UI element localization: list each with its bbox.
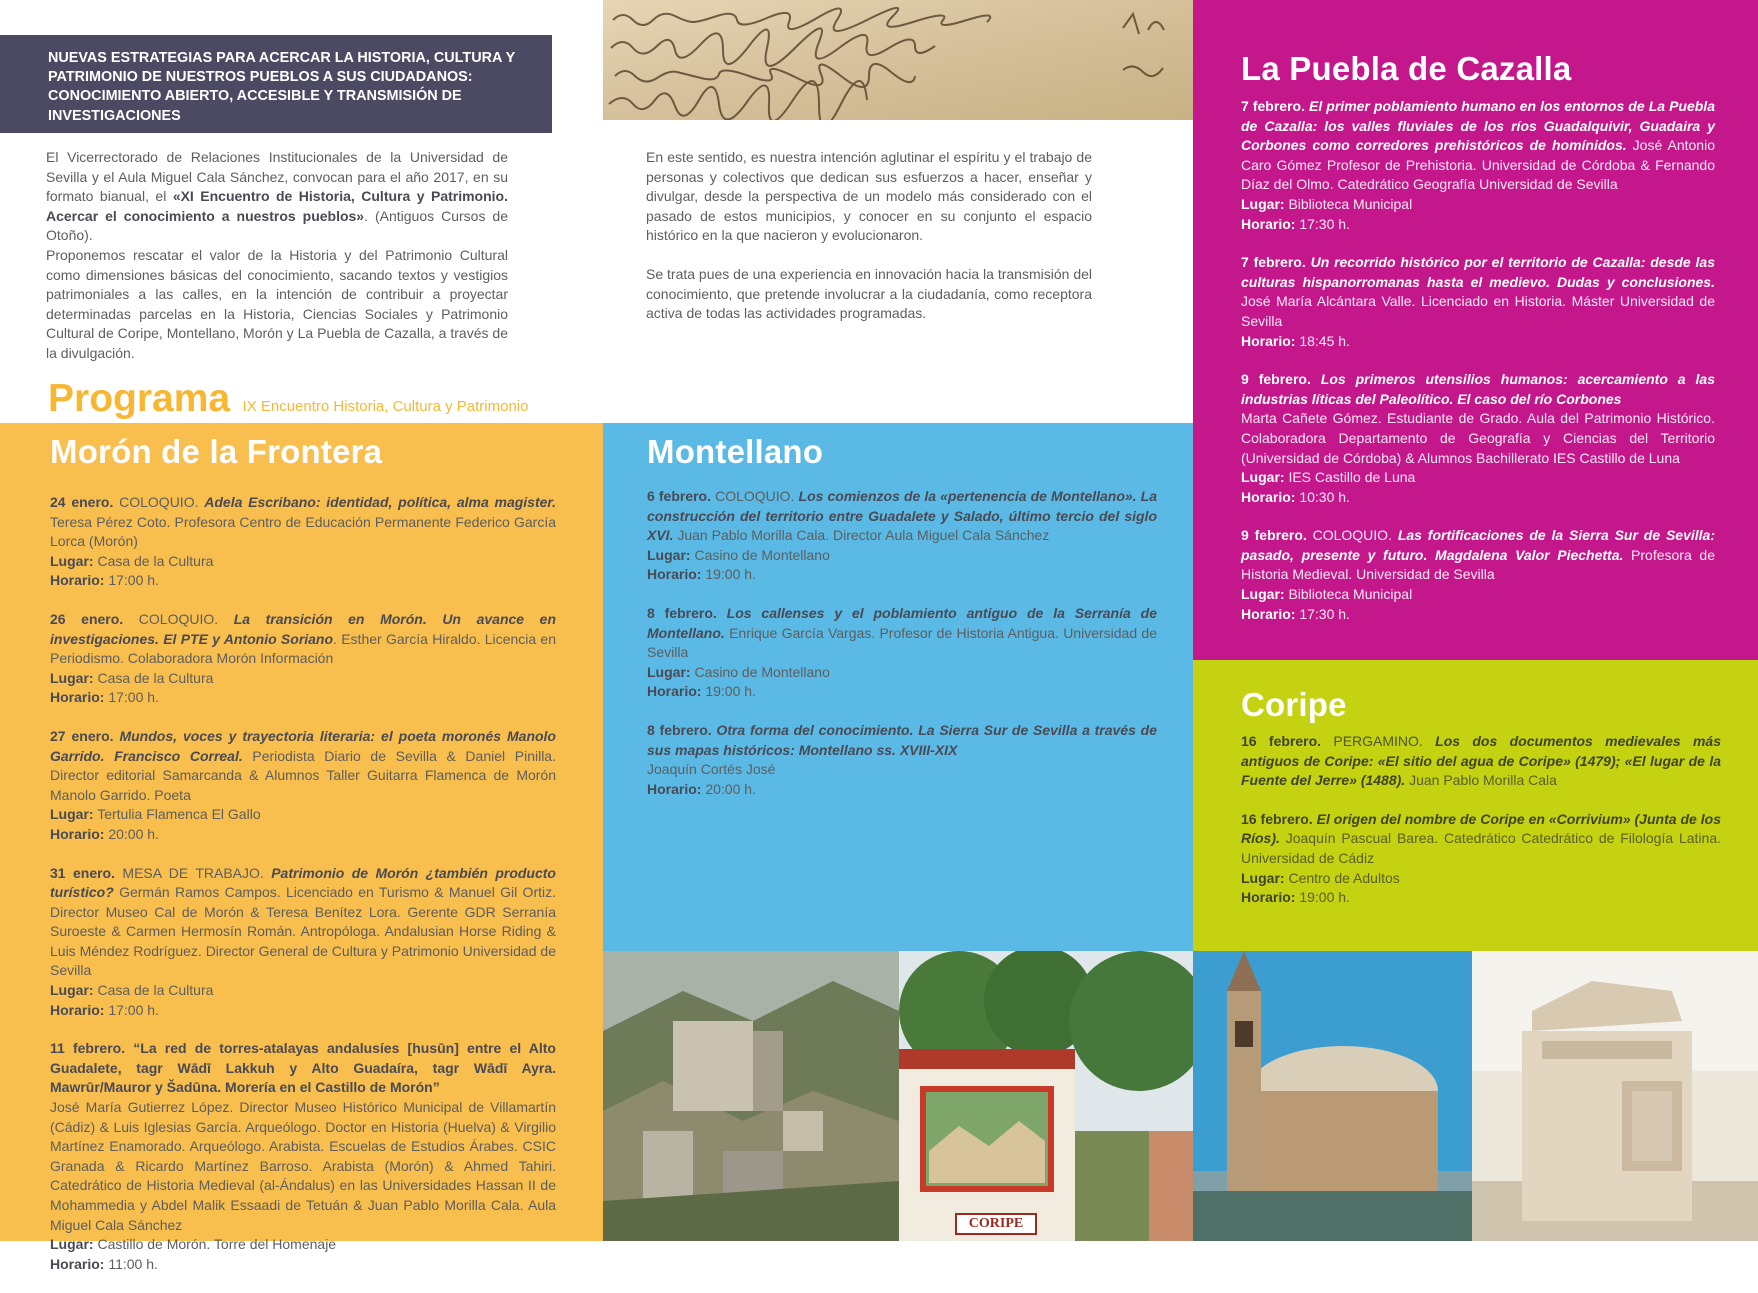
programa-title: Programa [48,377,231,420]
moron-event-1: 24 enero. COLOQUIO. Adela Escribano: identidad, política, alma magister. Teresa Pérez Coto. Profesora Centro de Educación Permanente Federico García Lorca (Morón) Lugar: Casa de la Cultura Horario: 17:00 h. [50,494,556,589]
intro-paragraph-4: Se trata pues de una experiencia en innovación hacia la transmisión del conocimiento, que pretende involucrar a la ciudadanía, como receptora activa de todas las actividades programadas. [646,265,1092,322]
intro-column-1 [46,148,508,383]
puebla-event-3: 9 febrero. Los primeros utensilios humanos: acercamiento a las industrias líticas del Paleolítico. El caso del río Corbones Marta Cañete Gómez. Estudiante de Grado. Aula del Patrimonio Histórico. Colaboradora Departamento de Geografía y Ciencias del Territorio (Universidad de Córdoba) & Alumnos Bachillerato IES Castillo de Luna Lugar: IES Castillo de Luna Horario: 10:30 h. [1241,371,1715,505]
puebla-event-2: 7 febrero. Un recorrido histórico por el territorio de Cazalla: desde las culturas hispanorromanas hasta el medievo. Dudas y conclusiones. José María Alcántara Valle. Licenciado en Historia. Máster Universidad de Sevilla Horario: 18:45 h. [1241,254,1715,349]
montellano-event-3: 8 febrero. Otra forma del conocimiento. La Sierra Sur de Sevilla a través de sus mapas históricos: Montellano ss. XVIII-XIX Joaquín Cortés José Horario: 20:00 h. [647,721,1157,797]
header-box [0,35,552,133]
moron-event-3: 27 enero. Mundos, voces y trayectoria literaria: el poeta moronés Manolo Garrido. Francisco Correal. Periodista Diario de Sevilla & Daniel Pinilla. Director editorial Samarcanda & Alumnos Taller Guitarra Flamenca de Morón Manolo Garrido. Poeta Lugar: Tertulia Flamenca El Gallo Horario: 20:00 h. [50,727,556,842]
coripe-event-2: 16 febrero. El origen del nombre de Coripe en «Corrivium» (Junta de los Ríos). Joaquín Pascual Barea. Catedrático Catedrático de Filología Latina. Universidad de Cádiz Lugar: Centro de Adultos Horario: 19:00 h. [1241,810,1721,906]
montellano-events [647,487,1157,818]
photo-castle-painting [603,951,899,1241]
puebla-title: La Puebla de Cazalla [1241,50,1572,87]
puebla-event-1: 7 febrero. El primer poblamiento humano en los entornos de La Puebla de Cazalla: los valles fluviales de los ríos Guadalquivir, Guadaira y Corbones como corredores prehistóricos de homínidos. José Antonio Caro Gómez Profesor de Prehistoria. Universidad de Córdoba & Fernando Díaz del Olmo. Catedrático Geografía Universidad de Sevilla Lugar: Biblioteca Municipal Horario: 17:30 h. [1241,98,1715,232]
photo-stone-fountain [1472,951,1758,1241]
programa-heading [48,377,608,423]
coripe-sign-label: CORIPE [955,1213,1037,1235]
moron-event-4: 31 enero. MESA DE TRABAJO. Patrimonio de Morón ¿también producto turístico? Germán Ramos Campos. Licenciado en Turismo & Manuel Gil Ortiz. Director Museo Cal de Morón & Teresa Benítez Lora. Gerente GDR Serranía Suroeste & Carmen Hermosín Román. Antropóloga. Andalusian Horse Riding & Luis Méndez Rodríguez. Director General de Cultura y Patrimonio Universidad de Sevilla Lugar: Casa de la Cultura Horario: 17:00 h. [50,864,556,1018]
panel-moron [0,423,603,1272]
header-title: NUEVAS ESTRATEGIAS PARA ACERCAR LA HISTORIA, CULTURA Y PATRIMONIO DE NUESTROS PUEBLOS A SUS CIUDADANOS: CONOCIMIENTO ABIERTO, ACCESIBLE Y TRANSMISIÓN DE INVESTIGACIONES [48,50,515,124]
intro-paragraph-1: El Vicerrectorado de Relaciones Institucionales de la Universidad de Sevilla y el Aula Miguel Cala Sánchez, convocan para el año 2017, en su formato bianual, el «XI Encuentro de Historia, Cultura y Patrimonio. Acercar el conocimiento a nuestros pueblos». (Antiguos Cursos de Otoño). [46,149,508,244]
coripe-events [1241,732,1721,927]
montellano-title: Montellano [647,433,824,470]
montellano-event-2: 8 febrero. Los callenses y el poblamiento antiguo de la Serranía de Montellano. Enrique García Vargas. Profesor de Historia Antigua. Universidad de Sevilla Lugar: Casino de Montellano Horario: 19:00 h. [647,604,1157,700]
programa-subtitle: IX Encuentro Historia, Cultura y Patrimonio [242,398,529,415]
intro-column-2 [646,148,1092,343]
moron-title: Morón de la Frontera [50,433,383,470]
moron-event-5: 11 febrero. “La red de torres-atalayas andalusíes [husūn] entre el Alto Guadalete, tagr Wādī Lakkuh y Alto Guadaíra, tagr Wādī Ayra. Mawrūr/Mauror y Šadūna. Morería en el Castillo de Morón” José María Gutierrez López. Director Museo Histórico Municipal de Villamartín (Cádiz) & Luis Iglesias García. Arqueólogo. Doctor en Historia (Huelva) & Virgilio Martínez Enamorado. Arqueólogo. Arabista. Escuelas de Estudios Árabes. CSIC Granada & Ricardo Martínez Barroso. Arabista (Morón) & Ahmed Tahiri. Catedrático de Historia Medieval (al-Ándalus) en las Universidades Hassan II de Mohammedia y Abdel Malik Essaadi de Tetuán & Juan Pablo Morilla Cala. Aula Miguel Cala Sánchez Lugar: Castillo de Morón. Torre del Homenaje Horario: 11:00 h. [50,1040,556,1272]
photo-church-tower [1193,951,1472,1241]
moron-events [50,493,556,1293]
moron-event-2: 26 enero. COLOQUIO. La transición en Morón. Un avance en investigaciones. El PTE y Antonio Soriano. Esther García Hiraldo. Licencia en Periodismo. Colaboradora Morón Información Lugar: Casa de la Cultura Horario: 17:00 h. [50,610,556,706]
photo-coripe-sign [899,951,1193,1241]
puebla-event-4: 9 febrero. COLOQUIO. Las fortificaciones de la Sierra Sur de Sevilla: pasado, presente y futuro. Magdalena Valor Piechetta. Profesora de Historia Medieval. Universidad de Sevilla Lugar: Biblioteca Municipal Horario: 17:30 h. [1241,527,1715,622]
panel-montellano [603,423,1193,951]
montellano-event-1: 6 febrero. COLOQUIO. Los comienzos de la «pertenencia de Montellano». La construcción del territorio entre Guadalete y Salado, último tercio del siglo XVI. Juan Pablo Morilla Cala. Director Aula Miguel Cala Sánchez Lugar: Casino de Montellano Horario: 19:00 h. [647,488,1157,583]
intro-paragraph-3: En este sentido, es nuestra intención aglutinar el espíritu y el trabajo de personas y colectivos que dedican sus esfuerzos a hacer, enseñar y divulgar, desde la perspectiva de un modelo más considerado con el pasado de estos municipios, y conocer en su conjunto el espacio histórico en la que nacieron y evolucionaron. [646,149,1092,244]
panel-coripe [1193,660,1758,951]
coripe-event-1: 16 febrero. PERGAMINO. Los dos documentos medievales más antiguos de Coripe: «El sitio del agua de Coripe» (1479); «El lugar de la Fuente del Jerre» (1488). Juan Pablo Morilla Cala [1241,733,1721,789]
panel-puebla-de-cazalla [1193,0,1758,660]
puebla-events [1241,97,1715,643]
manuscript-image [603,0,1193,120]
coripe-title: Coripe [1241,686,1347,723]
intro-paragraph-2: Proponemos rescatar el valor de la Historia y del Patrimonio Cultural como dimensiones básicas del conocimiento, sacando textos y vestigios patrimoniales a las calles, en la intención de contribuir a proyectar determinadas parcelas en la Historia, Ciencias Sociales y Patrimonio Cultural de Coripe, Montellano, Morón y La Puebla de Cazalla, a través de la divulgación. [46,246,508,361]
